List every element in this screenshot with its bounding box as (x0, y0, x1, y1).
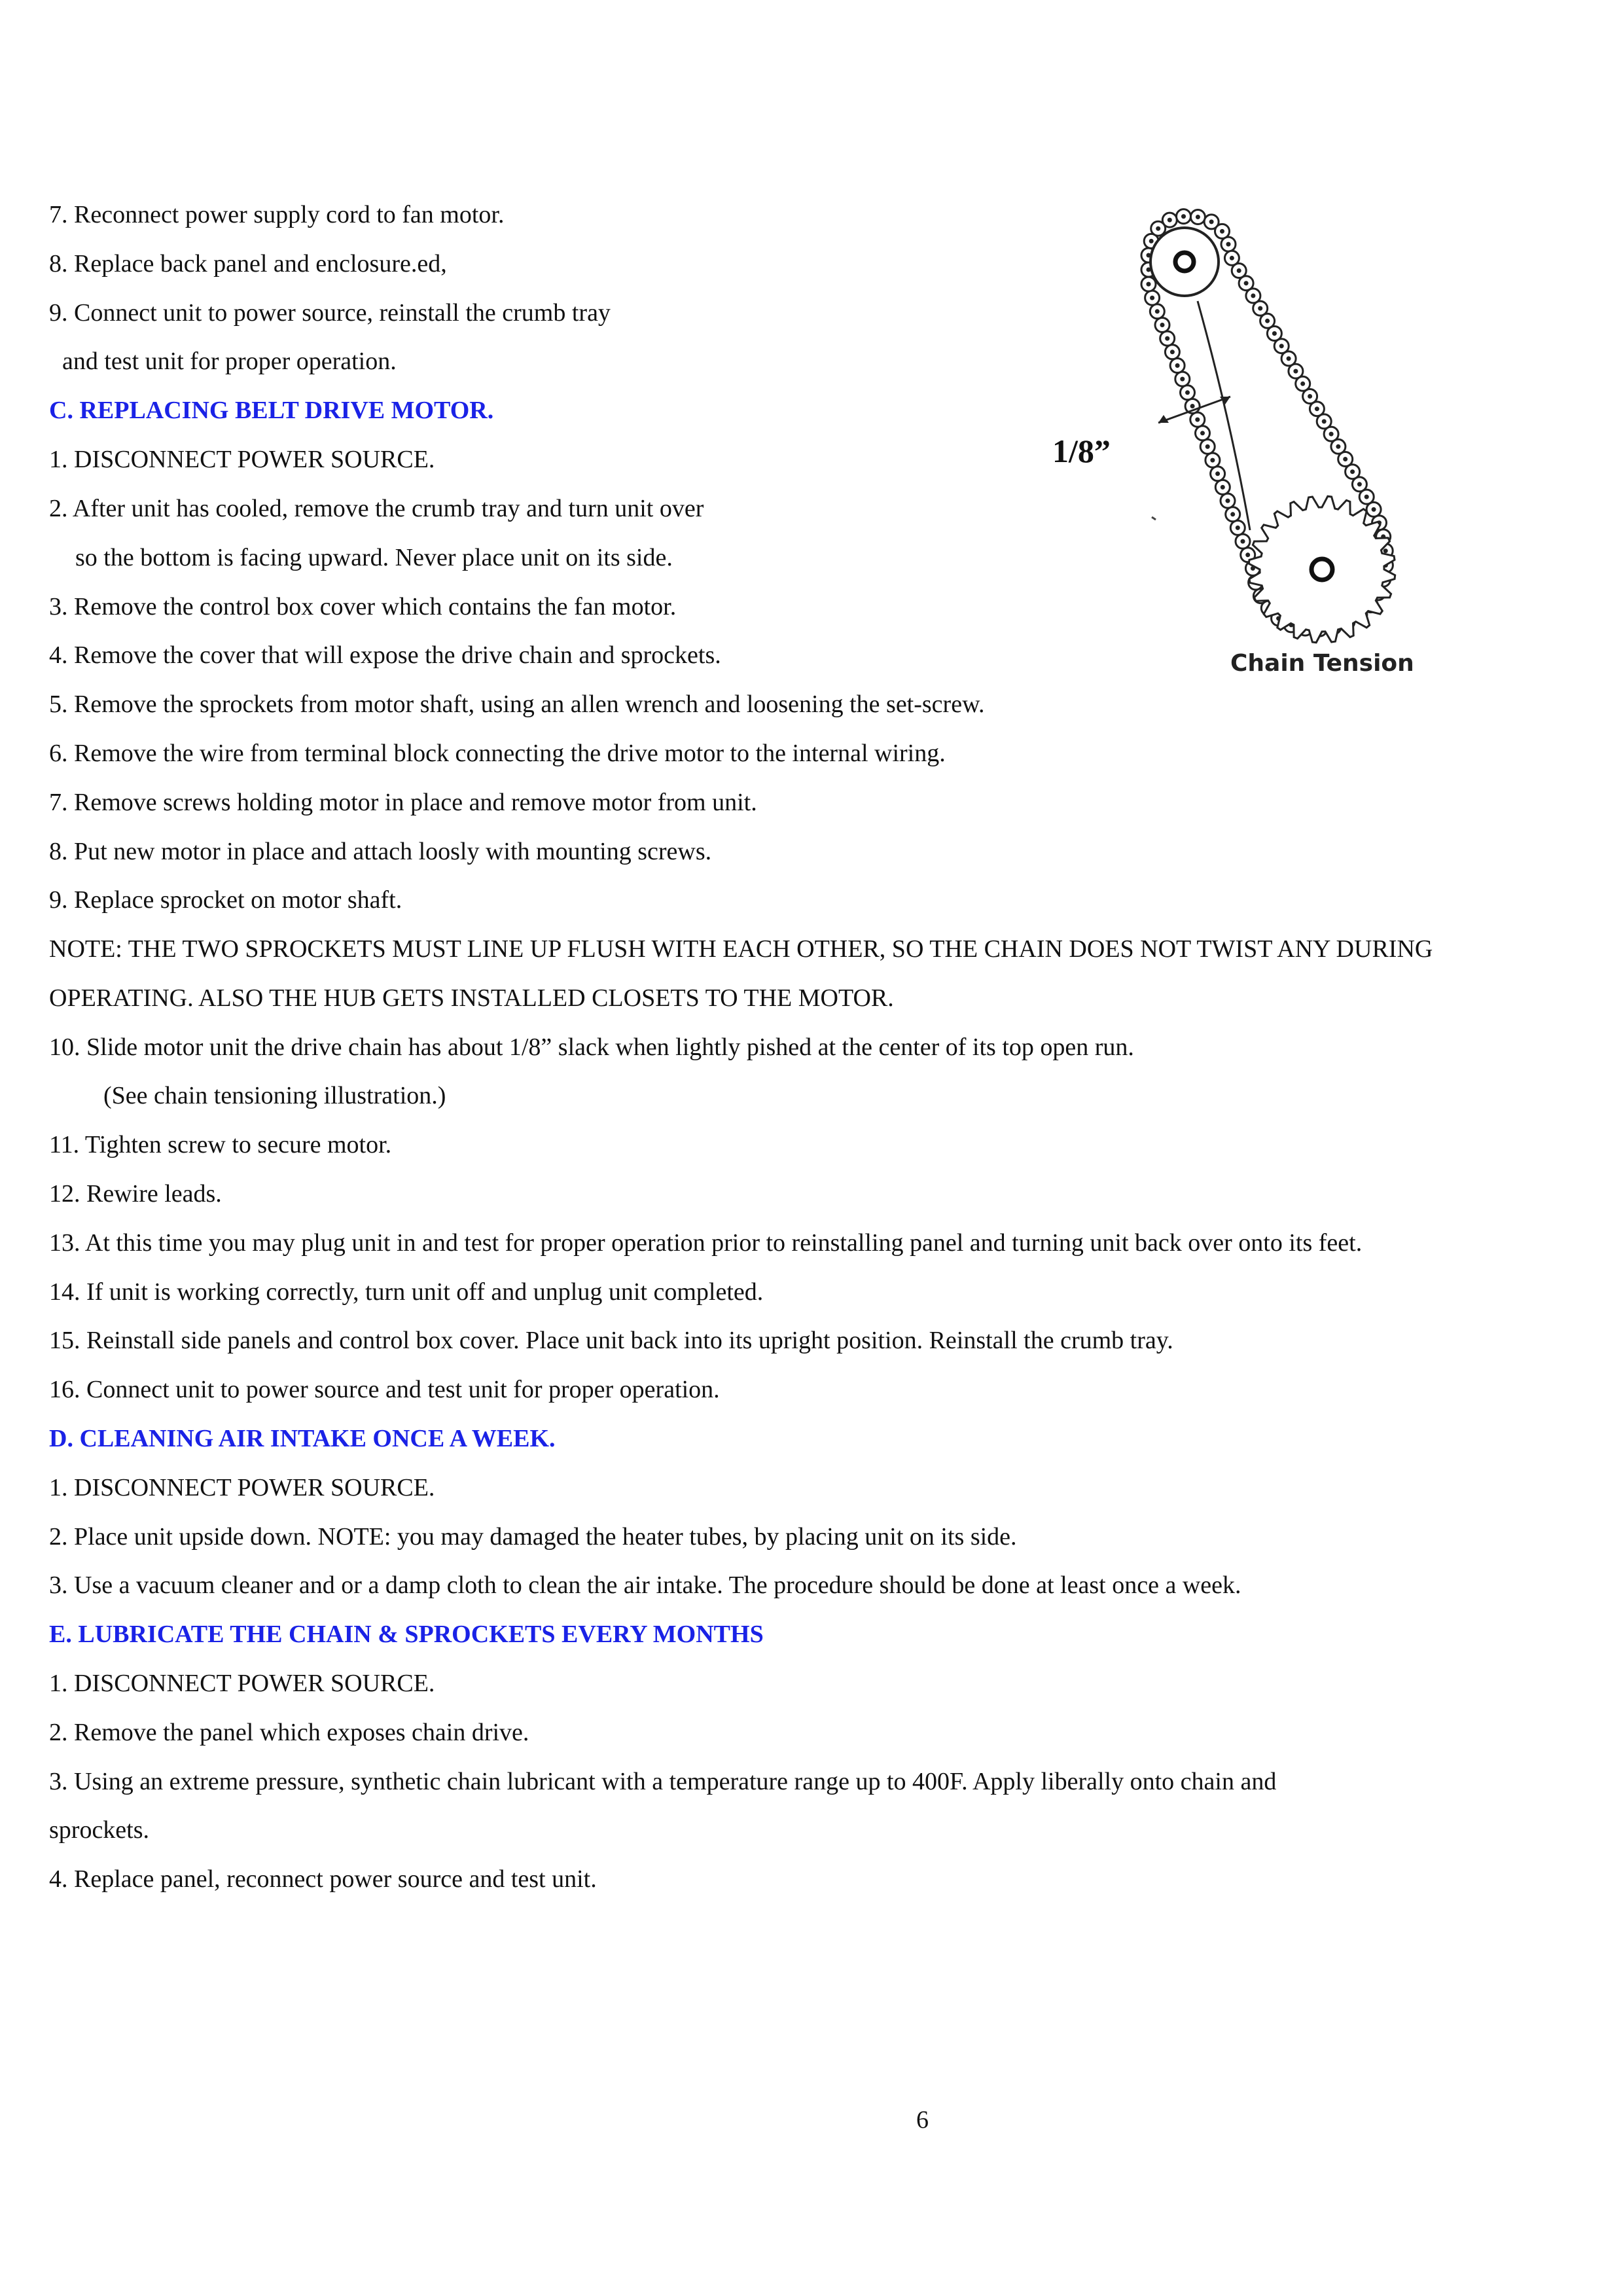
chain-link-pin (1236, 526, 1240, 530)
slack-dimension-label: 1/8” (1052, 433, 1111, 469)
step-c9-continuation: and test unit for proper operation. (62, 348, 397, 375)
chain-link-pin (1160, 323, 1165, 327)
step-d-3: 3. Use a vacuum cleaner and or a damp cloth to clean the air intake. The procedure should be done at least once a week. (49, 1571, 1241, 1599)
chain-link-pin (1175, 363, 1180, 368)
chain-link-pin (1287, 356, 1291, 361)
chain-link-pin (1226, 499, 1230, 503)
chain-tension-caption: Chain Tension (1230, 650, 1414, 677)
step-c-10: 10. Slide motor unit the drive chain has about 1/8” slack when lightly pished at the center of its top open run. (49, 1033, 1134, 1061)
chain-link-pin (1244, 281, 1249, 285)
step-e-1: 1. DISCONNECT POWER SOURCE. (49, 1670, 435, 1697)
step-c8-replace-back-panel: 8. Replace back panel and enclosure.ed, (49, 250, 447, 278)
chain-link-pin (1279, 344, 1284, 348)
chain-link-pin (1181, 214, 1186, 219)
step-c-13: 13. At this time you may plug unit in and test for proper operation prior to reinstalling panel and turning unit back over onto its feet. (49, 1229, 1363, 1257)
chain-link-pin (1147, 282, 1151, 287)
step-c-1: 1. DISCONNECT POWER SOURCE. (49, 446, 435, 473)
section-d-heading: D. CLEANING AIR INTAKE ONCE A WEEK. (49, 1425, 556, 1452)
chain-link-pin (1230, 512, 1235, 516)
small-sprocket (1150, 228, 1219, 296)
chain-link-pin (1220, 229, 1224, 234)
chain-link-pin (1265, 319, 1270, 323)
chain-link-pin (1155, 309, 1160, 314)
chain-link-pin (1251, 293, 1255, 298)
chain-link-pin (1364, 495, 1369, 499)
step-c-15: 15. Reinstall side panels and control box cover. Place unit back into its upright position. Reinstall the crumb tray. (49, 1327, 1173, 1354)
chain-link-pin (1221, 485, 1225, 490)
step-e-4: 4. Replace panel, reconnect power source and test unit. (49, 1865, 597, 1893)
step-c7-reconnect-cord: 7. Reconnect power supply cord to fan motor. (49, 201, 505, 228)
step-c-6: 6. Remove the wire from terminal block connecting the drive motor to the internal wiring. (49, 740, 946, 767)
chain-link-pin (1215, 471, 1220, 476)
step-d-1: 1. DISCONNECT POWER SOURCE. (49, 1474, 435, 1501)
chain-link-pin (1329, 432, 1334, 437)
step-c-2-continuation: so the bottom is facing upward. Never place unit on its side. (75, 544, 673, 571)
chain-link-pin (1245, 552, 1250, 557)
step-c-16: 16. Connect unit to power source and test unit for proper operation. (49, 1376, 720, 1403)
step-d-2: 2. Place unit upside down. NOTE: you may damaged the heater tubes, by placing unit on its side. (49, 1523, 1017, 1551)
note-line-2: OPERATING. ALSO THE HUB GETS INSTALLED CLOSETS TO THE MOTOR. (49, 984, 894, 1012)
chain-link-pin (1357, 482, 1362, 486)
chain-link-pin (1185, 390, 1190, 395)
step-c-8: 8. Put new motor in place and attach loosly with mounting screws. (49, 838, 712, 865)
step-c-9: 9. Replace sprocket on motor shaft. (49, 886, 402, 914)
chain-link-pin (1149, 239, 1154, 243)
note-line-1: NOTE: THE TWO SPROCKETS MUST LINE UP FLUSH WITH EACH OTHER, SO THE CHAIN DOES NOT TWIST ANY DURING (49, 935, 1433, 963)
chain-link-pin (1350, 469, 1355, 474)
section-e-heading: E. LUBRICATE THE CHAIN & SPROCKETS EVERY MONTHS (49, 1621, 764, 1648)
chain-link-pin (1315, 406, 1319, 411)
step-c-5: 5. Remove the sprockets from motor shaft, using an allen wrench and loosening the set-screw. (49, 691, 985, 718)
step-c-14: 14. If unit is working correctly, turn unit off and unplug unit completed. (49, 1278, 764, 1306)
chain-link-pin (1210, 458, 1215, 463)
step-e-3: 3. Using an extreme pressure, synthetic chain lubricant with a temperature range up to 400F. Apply liberally onto chain and (49, 1768, 1277, 1795)
chain-link-pin (1230, 256, 1234, 260)
chain-link-pin (1322, 419, 1327, 423)
chain-link-pin (1383, 548, 1388, 553)
chain-link-pin (1168, 218, 1172, 223)
chain-link-pin (1308, 394, 1312, 399)
step-c-4: 4. Remove the cover that will expose the drive chain and sprockets. (49, 641, 721, 669)
step-c-10-continuation: (See chain tensioning illustration.) (103, 1082, 446, 1109)
chain-link-pin (1180, 377, 1185, 382)
chain-link-pin (1226, 242, 1231, 247)
chain-link-pin (1195, 418, 1200, 422)
chain-link-pin (1200, 431, 1205, 435)
section-c-heading: C. REPLACING BELT DRIVE MOTOR. (49, 397, 494, 424)
chain-link-pin (1272, 331, 1277, 336)
chain-link-pin (1241, 539, 1245, 544)
chain-link-pin (1165, 336, 1169, 341)
chain-link-pin (1293, 369, 1298, 374)
step-c-3: 3. Remove the control box cover which contains the fan motor. (49, 593, 677, 620)
chain-link-pin (1343, 457, 1347, 461)
chain-link-pin (1372, 507, 1376, 512)
page-number: 6 (916, 2106, 929, 2134)
chain-link-pin (1196, 215, 1200, 219)
step-c-12: 12. Rewire leads. (49, 1180, 222, 1208)
chain-link-pin (1170, 350, 1175, 354)
step-c9-connect-unit: 9. Connect unit to power source, reinstall the crumb tray (49, 299, 611, 327)
step-e-3-continuation: sprockets. (49, 1816, 150, 1844)
chain-link-pin (1190, 404, 1195, 408)
chain-link-pin (1150, 296, 1154, 300)
chain-link-pin (1205, 444, 1210, 449)
chain-link-pin (1258, 306, 1262, 311)
chain-link-pin (1336, 444, 1340, 449)
step-c-2: 2. After unit has cooled, remove the crumb tray and turn unit over (49, 495, 704, 522)
chain-link-pin (1209, 219, 1214, 224)
step-c-11: 11. Tighten screw to secure motor. (49, 1131, 392, 1158)
chain-link-pin (1237, 268, 1241, 273)
step-c-7: 7. Remove screws holding motor in place and remove motor from unit. (49, 789, 757, 816)
chain-link-pin (1156, 226, 1160, 231)
step-e-2: 2. Remove the panel which exposes chain drive. (49, 1719, 529, 1746)
chain-link-pin (1300, 382, 1305, 386)
